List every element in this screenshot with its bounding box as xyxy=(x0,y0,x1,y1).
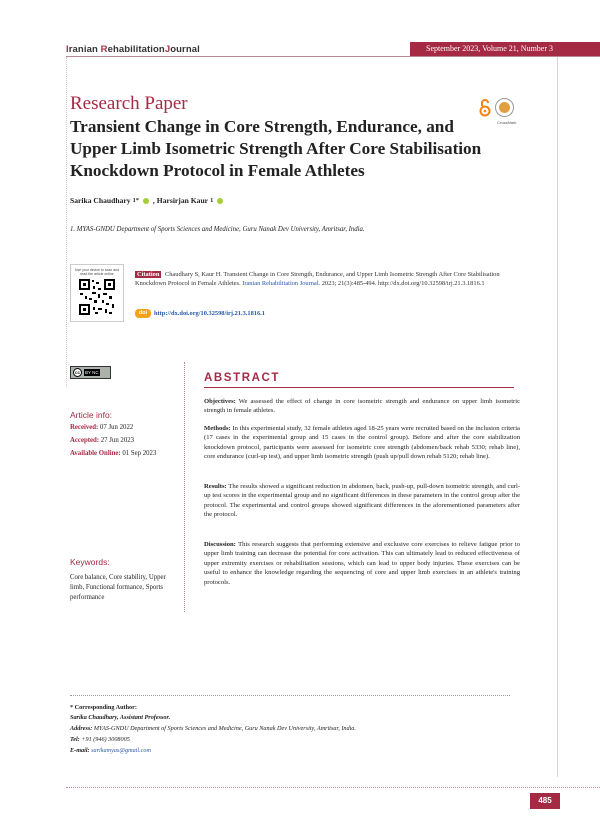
corresponding-tel: Tel: +91 (946) 3008005 xyxy=(70,736,130,743)
keywords-text: Core balance, Core stability, Upper limb, Functional formance, Sports performance xyxy=(70,574,166,601)
article-title: Transient Change in Core Strength, Endurance, and Upper Limb Isometric Strength After Core Stabilisation Knockdown Protocol in Female Athletes xyxy=(70,117,482,180)
footer-rule xyxy=(66,787,600,788)
left-margin-rule xyxy=(66,57,67,387)
doi-line xyxy=(135,309,265,318)
corresponding-address: Address: MYAS-GNDU Department of Sports Sciences and Medicine, Guru Nanak Dev University, Amritsar, India. xyxy=(70,725,356,732)
email-link[interactable]: sarikamyas@gmail.com xyxy=(89,747,151,754)
affiliation: 1. MYAS-GNDU Department of Sports Sciences and Medicine, Guru Nanak Dev University, Amritsar, India. xyxy=(70,226,365,233)
cc-by-nc-label: BY NC xyxy=(85,370,99,375)
abstract-results: Results: The results showed a significant reduction in abdomen, back, push-up, pull-down isometric strength, and curl-up test scores in the experimental group and no significant differences in these parameters in the control group after the protocol. The experimental and control groups showed significant differences in the aforementioned parameters after the protocol. xyxy=(204,483,520,519)
keywords-title: Keywords: xyxy=(70,557,110,567)
abstract-methods: Methods: In this experimental study, 32 female athletes aged 18-25 years were recruited based on the inclusion criteria (17 cases in the experimental group and 15 cases in the control group). Before and after the core stabilization knockdown protocol, participants were assessed for isometric core strength (abdomen/back rehab 5330; rehab line), core endurance (curl-up test), and upper limb isometric strength (push up/pull down rehab 5120; rehab line). xyxy=(204,425,520,461)
article-info-title: Article info: xyxy=(70,410,113,420)
side-rule xyxy=(557,57,558,777)
online-date: Available Online: 01 Sep 2023 xyxy=(70,450,157,457)
qr-caption: Use your device to scan and read the article online xyxy=(74,268,120,276)
author-2-sup: 1 xyxy=(210,197,214,204)
abstract-objectives: Objectives: We assessed the effect of change in core isometric strength and endurance on upper limb isometric strength in female athletes. xyxy=(204,398,520,415)
doi-link[interactable]: http://dx.doi.org/10.32598/irj.21.3.1816.1 xyxy=(154,310,265,317)
citation xyxy=(135,270,515,288)
corresponding-rule xyxy=(70,695,510,696)
cc-license-badge[interactable] xyxy=(70,366,111,379)
authors xyxy=(70,196,225,205)
author-1: Sarika Chaudhary xyxy=(70,196,131,205)
received-date: Received: 07 Jun 2022 xyxy=(70,424,134,431)
column-divider xyxy=(184,362,185,612)
orcid-icon[interactable] xyxy=(217,198,223,204)
open-access-icon[interactable] xyxy=(478,99,492,117)
abstract-discussion: Discussion: This research suggests that performing extensive and exclusive core exercises to relieve fatigue prior to upper limb training can decrease the potential for core activation. This can ultimately lead to reduced effectiveness of upper extremity exercises or rehabilitation sessions, which can lead to upper body injuries. These exercises can be useful to enhance the knowledge regarding the sequencing of core and upper limb exercises in an athlete's training protocols. xyxy=(204,541,520,586)
corresponding-email: E-mail: sarikamyas@gmail.com xyxy=(70,747,151,754)
citation-journal-link[interactable]: Iranian Rehabilitation Journal xyxy=(242,280,319,287)
corresponding-name: Sarika Chaudhary, Assistant Professor. xyxy=(70,714,171,721)
corresponding-heading: * Corresponding Author: xyxy=(70,704,137,711)
citation-label: Citation xyxy=(137,271,160,278)
paper-type: Research Paper xyxy=(70,93,188,114)
header-rule xyxy=(66,56,600,57)
badges xyxy=(478,98,514,117)
issue-band: September 2023, Volume 21, Number 3 xyxy=(410,42,600,56)
page-number: 485 xyxy=(530,793,560,809)
qr-box xyxy=(70,264,124,322)
author-separator: , xyxy=(152,196,155,205)
qr-code-icon[interactable] xyxy=(78,278,116,316)
citation-ref: . 2023; 21(3):485-494. http://dx.doi.org/10.32598/irj.21.3.1816.1 xyxy=(318,280,485,287)
abstract-title: ABSTRACT xyxy=(204,372,281,384)
doi-icon: doi xyxy=(135,309,151,318)
cc-icon: cc xyxy=(74,370,80,375)
orcid-icon[interactable] xyxy=(143,198,149,204)
author-2: Harsirjan Kaur xyxy=(156,196,209,205)
accepted-date: Accepted: 27 Jun 2023 xyxy=(70,437,135,444)
citation-text: Chaudhary S, Kaur H. Transient Change in Core Strength, Endurance, and Upper Limb Isometric Strength After Core Stabilisation Knockdown Protocol in Female Athletes. xyxy=(135,271,500,287)
author-1-sup: 1* xyxy=(132,197,139,204)
crossmark-icon[interactable] xyxy=(495,98,514,117)
abstract-rule xyxy=(204,387,514,388)
crossmark-label: CrossMark xyxy=(497,120,517,125)
journal-name: Iranian RehabilitationJournal xyxy=(66,44,200,55)
